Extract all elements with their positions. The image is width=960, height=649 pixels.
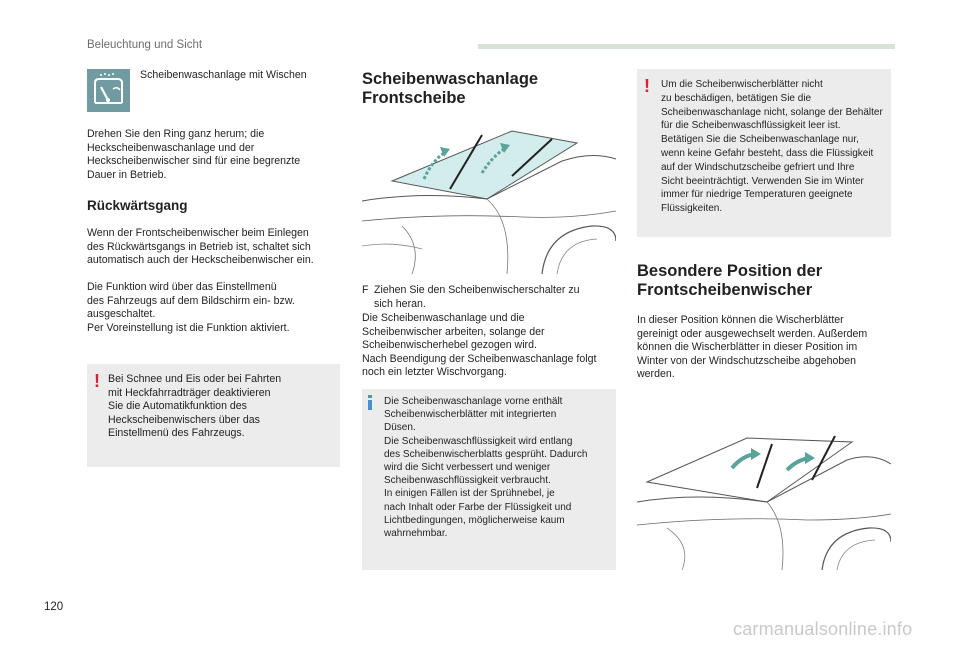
info-box-nozzles [362, 389, 616, 570]
info-text: Die Scheibenwaschanlage vorne enthält Scheibenwischerblätter mit integrierten Düsen. Die Scheibenwaschflüssigkeit wird entlang des Scheibenwischerblatts gesprüht. Dadurch wird die Sicht verbessert und weniger Scheibenwaschflüssigkeit verbraucht. In einigen Fällen ist der Sprühnebel, je nach Inhalt oder Farbe der Flüssigkeit und Lichtbedingungen, möglicherweise kaum wahrnehmbar. [384, 396, 588, 540]
front-washer-illustration [362, 121, 616, 274]
warning-icon: ! [644, 76, 650, 96]
watermark: carmanualsonline.info [733, 619, 913, 639]
reverse-gear-paragraph: Wenn der Frontscheibenwischer beim Einlegen des Rückwärtsgangs in Betrieb ist, schaltet sich automatisch auch der Heckscheibenwischer ein. [87, 227, 314, 267]
warning-text: Um die Scheibenwischerblätter nicht zu beschädigen, betätigen Sie die Scheibenwaschanlage nicht, solange der Behälter für die Scheibenwaschflüssigkeit leer ist. Betätigen Sie die Scheibenwaschanlage nur, wenn keine Gefahr besteht, dass die Flüssigkeit auf der Windschutzscheibe gefriert und Ihre Sicht beeinträchtigt. Verwenden Sie im Winter immer für niedrige Temperaturen geeignete Flüssigkeiten. [661, 79, 883, 215]
warning-icon: ! [94, 371, 100, 391]
settings-paragraph: Die Funktion wird über das Einstellmenü des Fahrzeugs auf dem Bildschirm ein- bzw. ausgeschaltet. Per Voreinstellung ist die Funktion aktiviert. [87, 281, 295, 334]
warning-box-snow [87, 364, 340, 467]
info-icon [368, 395, 372, 410]
wiper-service-position-illustration [637, 420, 891, 570]
page-number: 120 [44, 601, 64, 613]
icon-caption: Scheibenwaschanlage mit Wischen [140, 69, 307, 81]
special-position-paragraph: In dieser Position können die Wischerblätter gereinigt oder ausgewechselt werden. Außerdem können die Wischerblätter in dieser Position im Winter von der Windschutzscheibe abgehoben werden. [637, 314, 868, 381]
washer-operation-paragraph: Die Scheibenwaschanlage und die Scheibenwischer arbeiten, solange der Scheibenwischerhebel gezogen wird. Nach Beendigung der Scheibenwaschanlage folgt noch ein letzter Wischvorgang. [362, 312, 597, 379]
special-position-heading: Besondere Position der Frontscheibenwischer [637, 262, 823, 299]
reverse-gear-heading: Rückwärtsgang [87, 198, 188, 213]
pull-lever-instruction: F Ziehen Sie den Scheibenwischerschalter zu sich heran. [362, 284, 580, 310]
rear-wiper-washer-icon [87, 69, 130, 112]
intro-paragraph: Drehen Sie den Ring ganz herum; die Heckscheibenwaschanlage und der Heckscheibenwischer sind für eine begrenzte Dauer in Betrieb. [87, 128, 301, 181]
warning-box-fluid [637, 69, 891, 237]
bullet-icon: F [362, 284, 369, 296]
section-title: Beleuchtung und Sicht [87, 39, 203, 51]
section-header-bar [478, 44, 895, 49]
warning-text: Bei Schnee und Eis oder bei Fahrten mit Heckfahrradträger deaktivieren Sie die Automatikfunktion des Heckscheibenwischers über das Einstellmenü des Fahrzeugs. [108, 373, 282, 440]
front-washer-heading: Scheibenwaschanlage Frontscheibe [362, 70, 539, 107]
